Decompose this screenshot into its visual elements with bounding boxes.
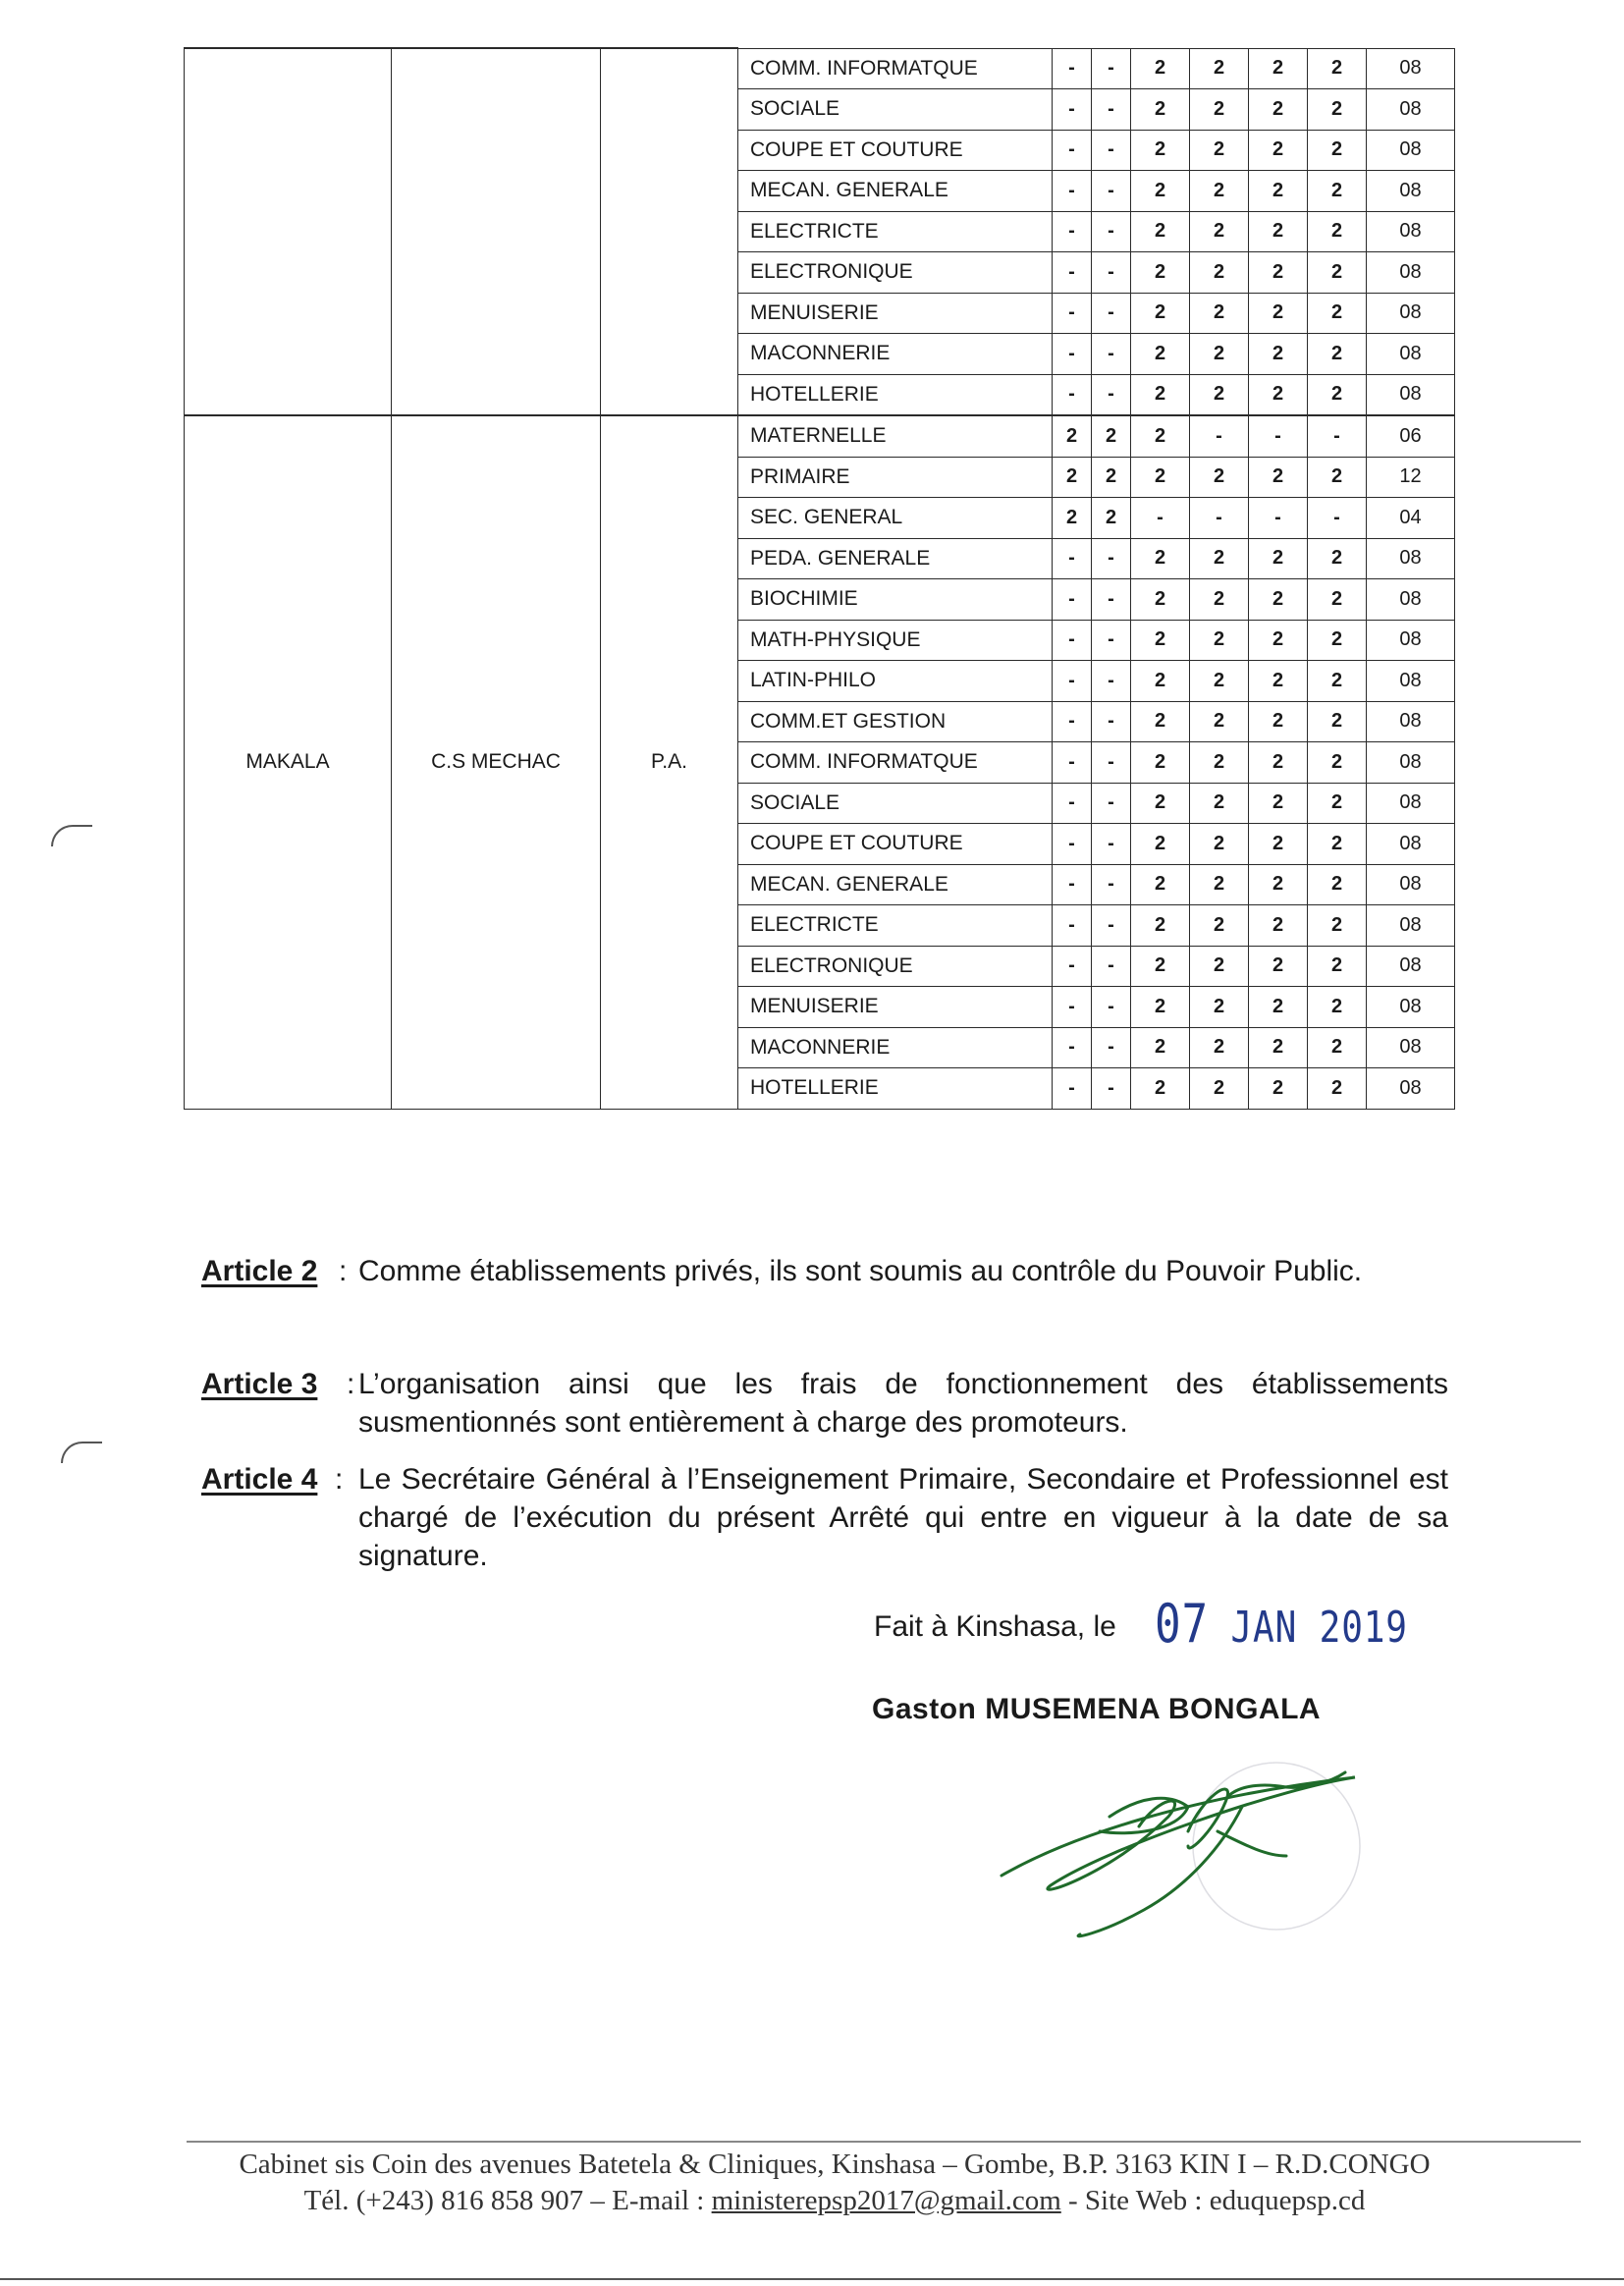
footer-contact [147,2185,1522,2217]
article-separator: : [347,1368,355,1400]
footer-phone: Tél. (+243) 816 858 907 – E-mail : [303,2185,712,2216]
class-count-cell: 2 [1308,374,1367,415]
class-count-cell: - [1053,864,1092,905]
subject-cell: ELECTRICTE [738,905,1053,947]
class-count-cell: - [1053,824,1092,865]
class-count-cell: 2 [1131,415,1190,457]
class-count-cell: - [1308,498,1367,539]
class-count-cell: 2 [1249,946,1308,987]
class-count-cell: - [1053,620,1092,661]
class-count-cell: 2 [1249,171,1308,212]
subject-cell: SEC. GENERAL [738,498,1053,539]
footer-address: Cabinet sis Coin des avenues Batetela & Cliniques, Kinshasa – Gombe, B.P. 3163 KIN I – R.D.CONGO [239,2149,1431,2180]
class-count-cell: - [1092,374,1131,415]
subject-cell: MATH-PHYSIQUE [738,620,1053,661]
subject-cell: ELECTRONIQUE [738,252,1053,294]
class-count-cell: 2 [1190,824,1249,865]
class-count-cell: - [1131,498,1190,539]
article-label: Article 2 [201,1255,318,1287]
class-count-cell: 2 [1131,701,1190,742]
subject-cell: BIOCHIMIE [738,579,1053,621]
table-row [185,48,1455,89]
gestion-cell: P.A. [601,415,738,1109]
class-count-cell: 2 [1190,334,1249,375]
class-count-cell: 2 [1053,498,1092,539]
place-date-label: Fait à Kinshasa, le [874,1610,1116,1643]
article-4 [201,1460,1448,1575]
class-count-cell: 2 [1190,538,1249,579]
class-count-cell: - [1053,374,1092,415]
article-text: Le Secrétaire Général à l’Enseignement Primaire, Secondaire et Professionnel est chargé de l’exécution du présent Arrêté qui entre en vigueur à la date de sa signature. [358,1463,1448,1572]
class-count-cell: - [1092,538,1131,579]
total-cell: 08 [1367,89,1455,131]
total-cell: 06 [1367,415,1455,457]
class-count-cell: 2 [1190,905,1249,947]
class-count-cell: 2 [1190,130,1249,171]
page-bottom-rule [0,2278,1624,2280]
total-cell: 08 [1367,48,1455,89]
class-count-cell: 2 [1190,374,1249,415]
class-count-cell: - [1092,701,1131,742]
subject-cell: MENUISERIE [738,293,1053,334]
class-count-cell: 2 [1190,701,1249,742]
commune-cell [185,48,392,415]
class-count-cell: 2 [1131,987,1190,1028]
handwritten-signature [992,1738,1384,1964]
footer-email-link[interactable]: ministerepsp2017@gmail.com [711,2185,1061,2216]
total-cell: 08 [1367,905,1455,947]
class-count-cell: 2 [1131,1068,1190,1110]
class-count-cell: 2 [1131,824,1190,865]
class-count-cell: - [1190,415,1249,457]
class-count-cell: 2 [1308,661,1367,702]
class-count-cell: 2 [1131,661,1190,702]
class-count-cell: 2 [1308,1027,1367,1068]
class-count-cell: - [1053,742,1092,784]
total-cell: 08 [1367,987,1455,1028]
subject-cell: MECAN. GENERALE [738,171,1053,212]
footer-website: - Site Web : eduquepsp.cd [1060,2185,1366,2216]
class-count-cell: 2 [1308,864,1367,905]
class-count-cell: 2 [1308,905,1367,947]
subject-cell: COUPE ET COUTURE [738,130,1053,171]
total-cell: 08 [1367,661,1455,702]
class-count-cell: - [1053,701,1092,742]
total-cell: 08 [1367,334,1455,375]
class-count-cell: 2 [1190,946,1249,987]
subject-cell: LATIN-PHILO [738,661,1053,702]
class-count-cell: 2 [1190,293,1249,334]
commune-cell: MAKALA [185,415,392,1109]
class-count-cell: 2 [1190,783,1249,824]
class-count-cell: - [1092,579,1131,621]
class-count-cell: 2 [1131,293,1190,334]
scan-mark [51,825,92,846]
class-count-cell: - [1053,987,1092,1028]
class-count-cell: 2 [1249,211,1308,252]
signer-name [872,1693,1321,1726]
total-cell: 08 [1367,620,1455,661]
subject-cell: SOCIALE [738,89,1053,131]
class-count-cell: 2 [1249,89,1308,131]
total-cell: 08 [1367,171,1455,212]
class-count-cell: 2 [1308,946,1367,987]
class-count-cell: - [1053,334,1092,375]
class-count-cell: - [1053,783,1092,824]
class-count-cell: 2 [1131,130,1190,171]
class-count-cell: - [1092,864,1131,905]
total-cell: 08 [1367,742,1455,784]
class-count-cell: - [1092,946,1131,987]
class-count-cell: - [1092,742,1131,784]
class-count-cell: 2 [1092,457,1131,498]
class-count-cell: 2 [1249,293,1308,334]
class-count-cell: 2 [1308,742,1367,784]
subject-cell: PRIMAIRE [738,457,1053,498]
subject-cell: MECAN. GENERALE [738,864,1053,905]
class-count-cell: 2 [1308,211,1367,252]
signer-first-name: Gaston [872,1693,977,1725]
class-count-cell: 2 [1249,374,1308,415]
article-separator: : [339,1255,348,1287]
class-count-cell: 2 [1249,538,1308,579]
total-cell: 08 [1367,864,1455,905]
class-count-cell: 2 [1308,171,1367,212]
total-cell: 08 [1367,211,1455,252]
class-count-cell: 2 [1308,987,1367,1028]
date-stamp [1155,1593,1408,1655]
class-count-cell: - [1092,1027,1131,1068]
class-count-cell: 2 [1131,89,1190,131]
class-count-cell: 2 [1249,905,1308,947]
subject-cell: COMM. INFORMATQUE [738,48,1053,89]
table-body [185,48,1455,1109]
class-count-cell: - [1092,130,1131,171]
class-count-cell: - [1092,293,1131,334]
article-text: Comme établissements privés, ils sont soumis au contrôle du Pouvoir Public. [358,1255,1363,1287]
class-count-cell: 2 [1131,905,1190,947]
class-count-cell: - [1053,89,1092,131]
class-count-cell: 2 [1131,538,1190,579]
class-count-cell: 2 [1249,1027,1308,1068]
article-3 [201,1365,1448,1442]
article-text: L’organisation ainsi que les frais de fonctionnement des établissements susmentionnés sont entièrement à charge des promoteurs. [358,1368,1448,1439]
article-2 [201,1252,1448,1290]
signer-last-name: MUSEMENA BONGALA [985,1693,1322,1725]
class-count-cell: 2 [1131,374,1190,415]
class-count-cell: - [1053,252,1092,294]
class-count-cell: 2 [1308,457,1367,498]
class-count-cell: - [1308,415,1367,457]
class-count-cell: 2 [1190,457,1249,498]
class-count-cell: - [1092,211,1131,252]
class-count-cell: 2 [1131,783,1190,824]
class-count-cell: 2 [1308,334,1367,375]
footer-divider [187,2141,1581,2143]
class-count-cell: 2 [1131,579,1190,621]
class-count-cell: 2 [1190,252,1249,294]
class-count-cell: - [1092,1068,1131,1110]
class-count-cell: 2 [1131,620,1190,661]
article-separator: : [335,1463,344,1496]
total-cell: 08 [1367,293,1455,334]
class-count-cell: 2 [1308,1068,1367,1110]
class-count-cell: 2 [1131,457,1190,498]
subject-cell: SOCIALE [738,783,1053,824]
class-count-cell: 2 [1249,620,1308,661]
school-cell: C.S MECHAC [392,415,601,1109]
class-count-cell: - [1053,1068,1092,1110]
total-cell: 04 [1367,498,1455,539]
total-cell: 08 [1367,701,1455,742]
article-label: Article 4 [201,1463,318,1496]
total-cell: 08 [1367,783,1455,824]
total-cell: 08 [1367,946,1455,987]
class-count-cell: 2 [1131,1027,1190,1068]
class-count-cell: 2 [1131,171,1190,212]
class-count-cell: 2 [1190,579,1249,621]
class-count-cell: 2 [1249,661,1308,702]
school-cell [392,48,601,415]
class-count-cell: 2 [1249,783,1308,824]
class-count-cell: 2 [1308,89,1367,131]
class-count-cell: 2 [1308,701,1367,742]
class-count-cell: 2 [1190,211,1249,252]
total-cell: 08 [1367,374,1455,415]
subject-cell: COMM. INFORMATQUE [738,742,1053,784]
class-count-cell: 2 [1308,783,1367,824]
scan-mark [61,1442,102,1463]
class-count-cell: - [1053,579,1092,621]
class-count-cell: 2 [1190,48,1249,89]
class-count-cell: - [1053,661,1092,702]
class-count-cell: - [1092,620,1131,661]
class-count-cell: 2 [1249,864,1308,905]
article-label: Article 3 [201,1368,318,1400]
total-cell: 08 [1367,252,1455,294]
subject-cell: MACONNERIE [738,334,1053,375]
class-count-cell: - [1092,824,1131,865]
class-count-cell: - [1092,661,1131,702]
class-count-cell: - [1092,48,1131,89]
class-count-cell: 2 [1131,946,1190,987]
class-count-cell: 2 [1249,1068,1308,1110]
class-count-cell: 2 [1249,742,1308,784]
class-count-cell: - [1249,498,1308,539]
schools-table [184,47,1455,1110]
subject-cell: HOTELLERIE [738,1068,1053,1110]
class-count-cell: 2 [1249,824,1308,865]
class-count-cell: 2 [1131,864,1190,905]
class-count-cell: 2 [1190,620,1249,661]
class-count-cell: - [1249,415,1308,457]
class-count-cell: - [1053,946,1092,987]
subject-cell: MENUISERIE [738,987,1053,1028]
class-count-cell: 2 [1131,334,1190,375]
class-count-cell: 2 [1308,130,1367,171]
subject-cell: MACONNERIE [738,1027,1053,1068]
class-count-cell: 2 [1190,661,1249,702]
class-count-cell: 2 [1308,48,1367,89]
total-cell: 08 [1367,579,1455,621]
class-count-cell: - [1053,1027,1092,1068]
total-cell: 08 [1367,1027,1455,1068]
class-count-cell: 2 [1308,620,1367,661]
class-count-cell: 2 [1190,742,1249,784]
subject-cell: MATERNELLE [738,415,1053,457]
class-count-cell: - [1053,171,1092,212]
class-count-cell: 2 [1190,1068,1249,1110]
class-count-cell: - [1190,498,1249,539]
class-count-cell: 2 [1190,171,1249,212]
class-count-cell: 2 [1249,252,1308,294]
class-count-cell: - [1053,130,1092,171]
class-count-cell: 2 [1190,89,1249,131]
class-count-cell: - [1092,334,1131,375]
subject-cell: HOTELLERIE [738,374,1053,415]
class-count-cell: - [1053,905,1092,947]
class-count-cell: 2 [1249,130,1308,171]
stamp-month-year: JAN 2019 [1230,1603,1408,1653]
class-count-cell: 2 [1092,415,1131,457]
table-row [185,415,1455,457]
class-count-cell: 2 [1131,211,1190,252]
subject-cell: ELECTRONIQUE [738,946,1053,987]
class-count-cell: 2 [1249,334,1308,375]
class-count-cell: - [1053,538,1092,579]
class-count-cell: - [1092,171,1131,212]
class-count-cell: 2 [1249,701,1308,742]
total-cell: 08 [1367,824,1455,865]
class-count-cell: 2 [1190,987,1249,1028]
class-count-cell: 2 [1249,48,1308,89]
class-count-cell: 2 [1249,987,1308,1028]
class-count-cell: 2 [1249,579,1308,621]
class-count-cell: 2 [1131,48,1190,89]
class-count-cell: 2 [1053,457,1092,498]
class-count-cell: 2 [1308,579,1367,621]
class-count-cell: 2 [1190,1027,1249,1068]
subject-cell: COMM.ET GESTION [738,701,1053,742]
class-count-cell: 2 [1092,498,1131,539]
class-count-cell: 2 [1131,742,1190,784]
class-count-cell: 2 [1249,457,1308,498]
class-count-cell: - [1053,48,1092,89]
total-cell: 08 [1367,130,1455,171]
class-count-cell: 2 [1131,252,1190,294]
class-count-cell: - [1092,783,1131,824]
subject-cell: PEDA. GENERALE [738,538,1053,579]
class-count-cell: - [1053,211,1092,252]
class-count-cell: - [1092,905,1131,947]
stamp-day: 07 [1155,1593,1209,1655]
class-count-cell: 2 [1308,293,1367,334]
subject-cell: COUPE ET COUTURE [738,824,1053,865]
total-cell: 12 [1367,457,1455,498]
class-count-cell: 2 [1053,415,1092,457]
class-count-cell: 2 [1308,252,1367,294]
total-cell: 08 [1367,538,1455,579]
subject-cell: ELECTRICTE [738,211,1053,252]
gestion-cell [601,48,738,415]
class-count-cell: 2 [1308,538,1367,579]
class-count-cell: - [1092,252,1131,294]
class-count-cell: - [1092,89,1131,131]
class-count-cell: 2 [1190,864,1249,905]
total-cell: 08 [1367,1068,1455,1110]
class-count-cell: - [1053,293,1092,334]
class-count-cell: - [1092,987,1131,1028]
class-count-cell: 2 [1308,824,1367,865]
